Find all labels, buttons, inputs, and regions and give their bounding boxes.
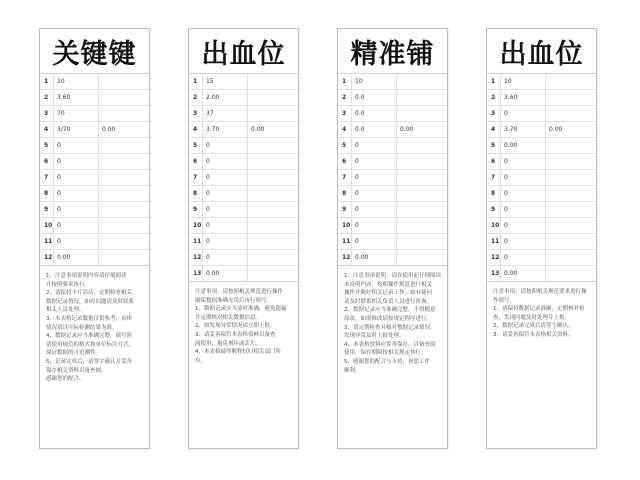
card-title: 出血位 bbox=[189, 29, 298, 74]
row-index: 3 bbox=[189, 106, 203, 121]
note-line: 4、本表格资料应妥善保存，以备查阅 bbox=[344, 341, 436, 348]
row-index: 3 bbox=[40, 106, 54, 121]
row-index: 10 bbox=[338, 218, 352, 233]
row-value: 0.00 bbox=[501, 138, 546, 153]
row-value: 0 bbox=[352, 218, 397, 233]
note-line: 3、本表格记录数据仅供参考，具体 bbox=[46, 315, 133, 322]
card-notes bbox=[487, 282, 596, 340]
row-index: 2 bbox=[487, 90, 501, 105]
row-extra bbox=[546, 186, 596, 201]
table-row bbox=[189, 266, 298, 281]
row-index: 11 bbox=[487, 234, 501, 249]
row-extra bbox=[546, 106, 596, 121]
table-row bbox=[189, 122, 298, 138]
row-index: 2 bbox=[338, 90, 352, 105]
row-value: 10 bbox=[54, 74, 99, 89]
row-index: 4 bbox=[338, 122, 352, 137]
row-value: 0 bbox=[203, 250, 248, 265]
note-line: 注意事项：请按照相关规范进行操作 bbox=[195, 289, 284, 295]
row-extra bbox=[397, 106, 447, 121]
row-extra bbox=[248, 266, 298, 281]
note-line: 有。 bbox=[195, 357, 207, 364]
table-row bbox=[189, 250, 298, 266]
row-extra bbox=[248, 154, 298, 169]
row-index: 8 bbox=[487, 186, 501, 201]
row-value: 0 bbox=[203, 202, 248, 217]
row-value: 0 bbox=[352, 170, 397, 185]
card-1 bbox=[39, 28, 150, 449]
row-value: 3.70 bbox=[501, 122, 546, 137]
note-line: 5、记录完成后，请签字确认并妥善 bbox=[46, 358, 133, 365]
table-row bbox=[338, 202, 447, 218]
row-value: 0 bbox=[501, 154, 546, 169]
row-value: 10 bbox=[501, 74, 546, 89]
row-index: 11 bbox=[40, 234, 54, 249]
note-line: 请及时联系相关负责人员进行咨询。 bbox=[344, 298, 433, 305]
row-extra bbox=[546, 170, 596, 185]
table-row bbox=[40, 90, 149, 106]
row-index: 7 bbox=[40, 170, 54, 185]
row-index: 11 bbox=[189, 234, 203, 249]
row-extra bbox=[397, 74, 447, 89]
note-line: 情况请以实际检测结果为准。 bbox=[46, 324, 118, 331]
row-value: 0 bbox=[352, 186, 397, 201]
row-index: 12 bbox=[338, 250, 352, 265]
table-row bbox=[487, 218, 596, 234]
card-table bbox=[487, 74, 596, 282]
row-value: 0 bbox=[501, 234, 546, 249]
row-extra bbox=[397, 90, 447, 105]
row-value: 3/70 bbox=[54, 122, 99, 137]
row-extra bbox=[397, 154, 447, 169]
table-row bbox=[189, 90, 298, 106]
table-row bbox=[40, 106, 149, 122]
row-extra: 0.00 bbox=[400, 126, 414, 133]
note-line: 操作并做好相关记录工作。如有疑问 bbox=[344, 290, 433, 297]
row-extra: 0.00 bbox=[549, 126, 563, 133]
row-index: 2 bbox=[40, 90, 54, 105]
row-index: 7 bbox=[338, 170, 352, 185]
row-extra bbox=[546, 74, 596, 89]
table-row bbox=[487, 202, 596, 218]
note-line: 发现异常及时上报处理。 bbox=[344, 333, 405, 340]
table-row bbox=[338, 122, 447, 138]
row-value: 0 bbox=[352, 154, 397, 169]
table-row bbox=[189, 106, 298, 122]
note-line: 1、请保持数据记录准确，定期核对检 bbox=[493, 306, 585, 313]
table-row bbox=[338, 186, 447, 202]
table-row bbox=[338, 170, 447, 186]
row-extra bbox=[546, 202, 596, 217]
table-row bbox=[40, 122, 149, 138]
card-table bbox=[338, 74, 447, 266]
row-index: 7 bbox=[487, 170, 501, 185]
row-index: 6 bbox=[338, 154, 352, 169]
row-value: 70 bbox=[54, 106, 99, 121]
row-value: 0.0 bbox=[352, 122, 397, 137]
table-row bbox=[40, 218, 149, 234]
row-value: 3.60 bbox=[501, 90, 546, 105]
table-row bbox=[189, 186, 298, 202]
table-row bbox=[338, 106, 447, 122]
row-index: 1 bbox=[189, 74, 203, 89]
row-index: 2 bbox=[189, 90, 203, 105]
note-line: 顺利。 bbox=[344, 367, 361, 374]
note-line: 2、数据记录完成后请签字确认。 bbox=[493, 323, 574, 330]
row-value: 0 bbox=[54, 186, 99, 201]
row-index: 12 bbox=[40, 250, 54, 265]
row-value: 0 bbox=[54, 138, 99, 153]
row-index: 5 bbox=[487, 138, 501, 153]
note-line: 3、请妥善保管本表格相关资料。 bbox=[493, 331, 574, 338]
row-index: 9 bbox=[40, 202, 54, 217]
card-notes bbox=[189, 282, 298, 365]
note-line: 4、本表格最终解释权归相关部门所 bbox=[195, 349, 282, 356]
row-extra bbox=[99, 250, 149, 265]
row-index: 6 bbox=[40, 154, 54, 169]
card-4 bbox=[486, 28, 597, 449]
table-row bbox=[338, 138, 447, 154]
row-value: 0 bbox=[501, 106, 546, 121]
card-notes bbox=[338, 266, 447, 375]
row-index: 4 bbox=[487, 122, 501, 137]
row-index: 6 bbox=[189, 154, 203, 169]
note-line: 数据记录情况。如有问题请及时联系 bbox=[46, 298, 135, 305]
row-value: 0 bbox=[203, 154, 248, 169]
row-index: 5 bbox=[40, 138, 54, 153]
row-index: 1 bbox=[40, 74, 54, 89]
card-2 bbox=[188, 28, 299, 449]
row-extra bbox=[397, 202, 447, 217]
table-row bbox=[40, 202, 149, 218]
row-extra bbox=[248, 106, 298, 121]
row-index: 5 bbox=[189, 138, 203, 153]
row-extra bbox=[99, 138, 149, 153]
row-value: 37 bbox=[203, 106, 248, 121]
row-value: 3.60 bbox=[54, 90, 99, 105]
row-index: 7 bbox=[189, 170, 203, 185]
row-extra bbox=[248, 90, 298, 105]
row-value: 0 bbox=[352, 138, 397, 153]
table-row bbox=[189, 218, 298, 234]
row-index: 4 bbox=[40, 122, 54, 137]
row-extra bbox=[546, 266, 596, 281]
table-row bbox=[338, 234, 447, 250]
row-value: 0 bbox=[203, 218, 248, 233]
row-extra bbox=[99, 186, 149, 201]
row-extra bbox=[99, 106, 149, 121]
row-value: 0 bbox=[352, 202, 397, 217]
table-row bbox=[40, 154, 149, 170]
table-row bbox=[487, 250, 596, 266]
table-row bbox=[40, 74, 149, 90]
table-row bbox=[189, 170, 298, 186]
row-index: 8 bbox=[189, 186, 203, 201]
row-extra bbox=[397, 138, 447, 153]
card-3 bbox=[337, 28, 448, 449]
row-index: 9 bbox=[338, 202, 352, 217]
table-row bbox=[487, 266, 596, 281]
row-extra bbox=[248, 74, 298, 89]
table-row bbox=[189, 154, 298, 170]
row-extra bbox=[248, 170, 298, 185]
table-row bbox=[487, 186, 596, 202]
row-value: 0 bbox=[203, 138, 248, 153]
table-row bbox=[189, 202, 298, 218]
note-line: 1、注意事项说明：请在使用前仔细阅读 bbox=[344, 273, 441, 279]
card-title: 关键键 bbox=[40, 29, 149, 74]
row-extra bbox=[546, 234, 596, 249]
row-value: 0.00 bbox=[352, 250, 397, 265]
note-line: 阅使用，避免损坏或丢失。 bbox=[195, 340, 262, 347]
note-line: 涂改，如需修改请按规定程序进行。 bbox=[344, 315, 433, 322]
row-index: 10 bbox=[189, 218, 203, 233]
row-index: 9 bbox=[189, 202, 203, 217]
note-line: 1、数据记录应当及时准确，避免遗漏 bbox=[195, 306, 287, 313]
row-value: 0 bbox=[501, 202, 546, 217]
row-extra bbox=[546, 90, 596, 105]
note-line: 1、注意事项说明内容请仔细阅读 bbox=[46, 273, 127, 279]
row-extra bbox=[546, 154, 596, 169]
row-extra bbox=[99, 154, 149, 169]
note-line: 注意事项：请按照相关规范要求进行操 bbox=[493, 289, 587, 295]
table-row bbox=[487, 234, 596, 250]
row-value: 15 bbox=[203, 74, 248, 89]
note-line: 感谢您的配合。 bbox=[46, 376, 85, 383]
row-value: 0 bbox=[501, 250, 546, 265]
row-extra bbox=[248, 202, 298, 217]
row-value: 2.00 bbox=[203, 90, 248, 105]
note-line: 5、感谢您的配合与支持，祝您工作 bbox=[344, 358, 431, 365]
table-row bbox=[189, 74, 298, 90]
row-extra bbox=[99, 218, 149, 233]
row-index: 4 bbox=[189, 122, 203, 137]
table-row bbox=[189, 138, 298, 154]
note-line: 并按照要求执行。 bbox=[46, 281, 91, 288]
row-extra bbox=[248, 138, 298, 153]
row-value: 0.0 bbox=[352, 90, 397, 105]
row-index: 1 bbox=[487, 74, 501, 89]
row-extra bbox=[99, 74, 149, 89]
card-title: 精准铺 bbox=[338, 29, 447, 74]
note-line: 3、请妥善保管本表格资料以备查 bbox=[195, 331, 276, 338]
note-line: 保证数据的可追溯性。 bbox=[46, 350, 102, 357]
row-extra bbox=[546, 218, 596, 233]
row-value: 0 bbox=[54, 218, 99, 233]
row-index: 3 bbox=[487, 106, 501, 121]
row-index: 12 bbox=[487, 250, 501, 265]
row-index: 13 bbox=[487, 266, 501, 281]
table-row bbox=[40, 170, 149, 186]
row-index: 8 bbox=[40, 186, 54, 201]
table-row bbox=[338, 218, 447, 234]
table-row bbox=[40, 186, 149, 202]
note-line: 并定期核对相关数据信息。 bbox=[195, 314, 262, 321]
row-extra: 0.00 bbox=[251, 126, 265, 133]
row-index: 8 bbox=[338, 186, 352, 201]
row-extra bbox=[99, 234, 149, 249]
table-row bbox=[40, 250, 149, 265]
row-extra bbox=[248, 250, 298, 265]
note-line: 2、数据记录应当准确完整，不得随意 bbox=[344, 307, 436, 314]
table-row bbox=[338, 90, 447, 106]
note-line: 2、如发现异常情况请立即上报。 bbox=[195, 323, 276, 330]
row-extra: 0.00 bbox=[102, 126, 116, 133]
table-row bbox=[189, 234, 298, 250]
row-index: 1 bbox=[338, 74, 352, 89]
row-value: 3.70 bbox=[203, 122, 248, 137]
row-index: 13 bbox=[189, 266, 203, 281]
row-value: 0 bbox=[54, 154, 99, 169]
note-line: 保存相关资料以备查阅。 bbox=[46, 367, 107, 374]
table-row bbox=[487, 170, 596, 186]
note-line: 查，发现问题及时处理并上报。 bbox=[493, 314, 571, 321]
row-extra bbox=[248, 234, 298, 249]
note-line: 2、请保持卡片清洁，定期检查相关 bbox=[46, 290, 133, 297]
row-extra bbox=[99, 170, 149, 185]
card-title: 出血位 bbox=[487, 29, 596, 74]
row-value: 0 bbox=[54, 170, 99, 185]
row-value: 0 bbox=[501, 170, 546, 185]
row-index: 9 bbox=[487, 202, 501, 217]
card-table bbox=[189, 74, 298, 282]
table-row bbox=[338, 74, 447, 90]
row-index: 6 bbox=[487, 154, 501, 169]
row-extra bbox=[397, 218, 447, 233]
note-line: 使用，保存期限按相关规定执行。 bbox=[344, 350, 427, 357]
row-extra bbox=[397, 186, 447, 201]
row-extra bbox=[248, 218, 298, 233]
row-value: 0 bbox=[203, 234, 248, 249]
card-notes bbox=[40, 266, 149, 384]
table-row bbox=[487, 122, 596, 138]
table-row bbox=[40, 138, 149, 154]
note-line: 确保数据准确无误后再行填写。 bbox=[195, 297, 273, 304]
row-index: 3 bbox=[338, 106, 352, 121]
row-index: 10 bbox=[487, 218, 501, 233]
row-value: 0 bbox=[54, 202, 99, 217]
table-row bbox=[338, 250, 447, 265]
note-line: 本说明内容，按照操作规范进行相关 bbox=[344, 281, 433, 288]
row-index: 5 bbox=[338, 138, 352, 153]
row-extra bbox=[99, 202, 149, 217]
row-index: 10 bbox=[40, 218, 54, 233]
row-value: 0 bbox=[203, 186, 248, 201]
row-value: 0.00 bbox=[203, 266, 248, 281]
row-extra bbox=[546, 250, 596, 265]
row-extra bbox=[248, 186, 298, 201]
row-extra bbox=[397, 234, 447, 249]
note-line: 请使用规范的格式和单位标注方式， bbox=[46, 341, 135, 348]
table-row bbox=[487, 154, 596, 170]
note-line: 作填写。 bbox=[493, 297, 516, 304]
card-table bbox=[40, 74, 149, 266]
note-line: 3、请定期检查并核对数据记录情况， bbox=[344, 324, 436, 331]
row-extra bbox=[99, 90, 149, 105]
row-value: 0 bbox=[54, 234, 99, 249]
table-row bbox=[487, 106, 596, 122]
row-value: 0 bbox=[352, 234, 397, 249]
row-extra bbox=[397, 250, 447, 265]
row-index: 11 bbox=[338, 234, 352, 249]
row-value: 10 bbox=[352, 74, 397, 89]
table-row bbox=[40, 234, 149, 250]
note-line: 相关人员处理。 bbox=[46, 307, 85, 314]
row-value: 0 bbox=[203, 170, 248, 185]
row-extra bbox=[397, 170, 447, 185]
row-value: 0.0 bbox=[352, 106, 397, 121]
row-value: 0 bbox=[501, 218, 546, 233]
row-extra bbox=[546, 138, 596, 153]
row-value: 0.00 bbox=[54, 250, 99, 265]
row-index: 12 bbox=[189, 250, 203, 265]
note-line: 4、数据记录应当准确完整，填写时 bbox=[46, 333, 133, 340]
table-row bbox=[338, 154, 447, 170]
table-row bbox=[487, 138, 596, 154]
row-value: 0.00 bbox=[501, 266, 546, 281]
row-value: 0 bbox=[501, 186, 546, 201]
table-row bbox=[487, 90, 596, 106]
table-row bbox=[487, 74, 596, 90]
